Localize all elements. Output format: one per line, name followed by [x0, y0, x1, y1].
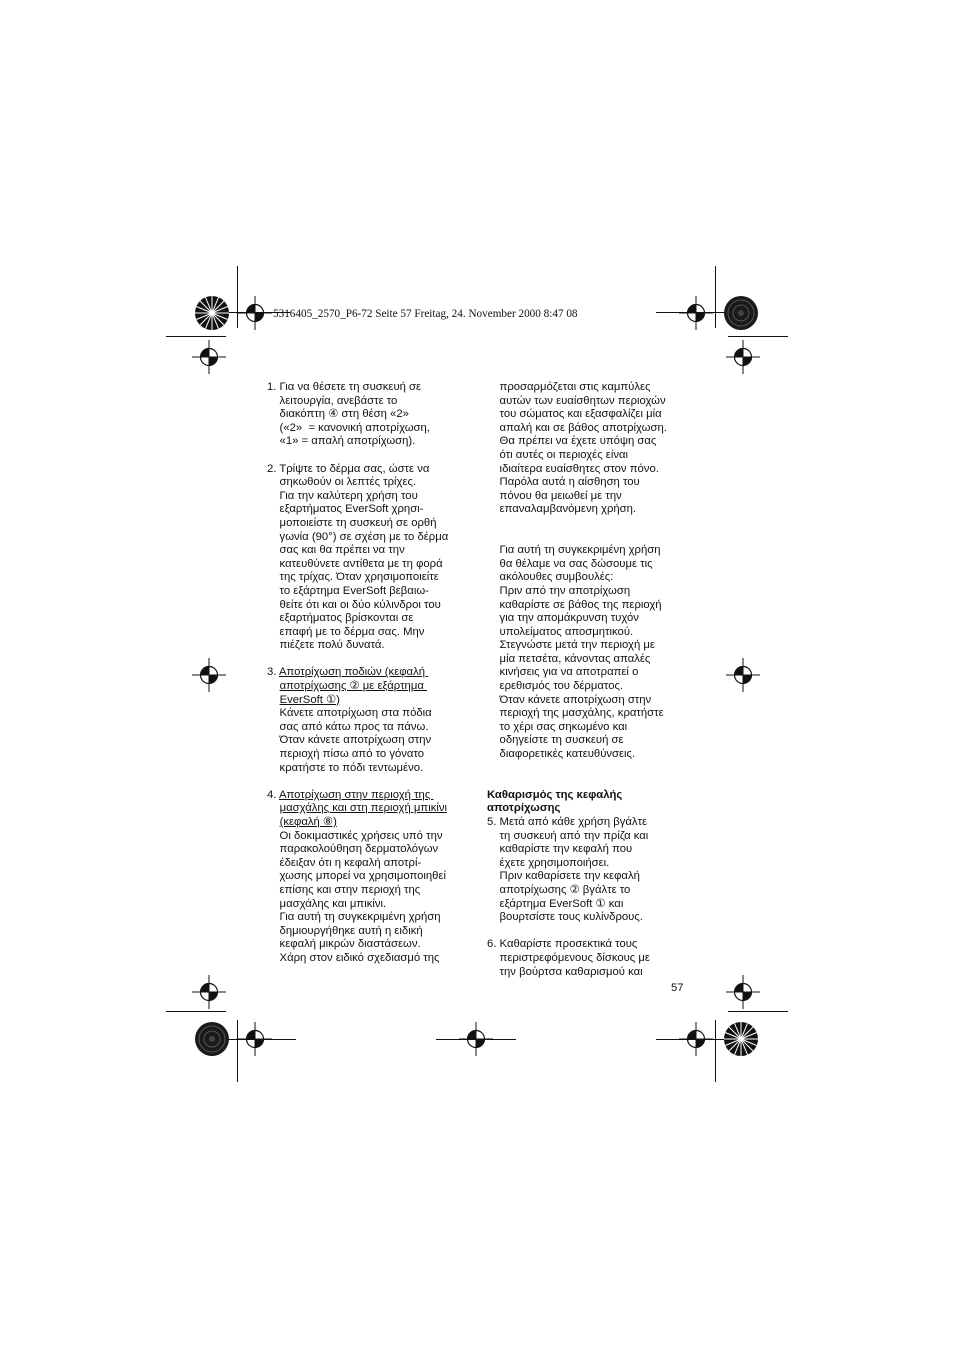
text-line: ιδιαίτερα ευαίσθητες στον πόνο. — [487, 462, 659, 475]
underlined-heading: Αποτρίχωση στην περιοχή της — [278, 788, 434, 801]
text-line: Στεγνώστε μετά την περιοχή με — [487, 639, 655, 652]
text-line: δημιουργήθηκε αυτή η ειδική — [267, 924, 423, 937]
text-line: το χέρι σας σηκωμένο και — [487, 720, 628, 733]
underlined-heading: EverSoft ①) — [279, 693, 340, 706]
text-line: Παρόλα αυτά η αίσθηση του — [487, 476, 640, 489]
underlined-heading: μασχάλης και στη περιοχή μπικίνι — [279, 802, 448, 815]
text-line: έδειξαν ότι η κεφαλή αποτρί- — [267, 856, 422, 869]
blank-line — [267, 449, 477, 463]
text-line: 2. Τρίψτε το δέρμα σας, ώστε να — [267, 462, 430, 475]
text-line: εξαρτήματος βρίσκονται σε — [267, 612, 414, 625]
text-line: κινήσεις για να αποτραπεί ο — [487, 666, 639, 679]
text-line: κεφαλή μικρών διαστάσεων. — [267, 938, 421, 951]
text-line: τη συσκευή από την πρίζα και — [487, 829, 649, 842]
text-line: περιστρεφόμενους δίσκους με — [487, 951, 650, 964]
underlined-line — [267, 694, 477, 708]
blank-line — [267, 775, 477, 789]
text-line: Κάνετε αποτρίχωση στα πόδια — [267, 707, 432, 720]
text-line: κρατήστε το πόδι τεντωμένο. — [267, 761, 424, 774]
underlined-line — [267, 680, 477, 694]
text-line: μασχάλης και μπικίνι. — [267, 897, 387, 910]
underlined-line — [267, 816, 477, 830]
text-line: Για την καλύτερη χρήση του — [267, 489, 418, 502]
line-prefix: 4. — [267, 788, 279, 801]
text-line: Θα πρέπει να έχετε υπόψη σας — [487, 435, 657, 448]
underlined-heading: (κεφαλή ⑧) — [279, 816, 337, 828]
text-line: πόνου θα μειωθεί με την — [487, 489, 622, 502]
text-line: κατευθύνετε αντίθετα με τη φορά — [267, 557, 443, 570]
text-line: απαλή και σε βάθος αποτρίχωση. — [487, 421, 667, 434]
section-heading: αποτρίχωσης — [487, 802, 561, 815]
text-line: έχετε χρησιμοποιήσει. — [487, 856, 610, 869]
text-line: αποτρίχωσης ② βγάλτε το — [487, 883, 631, 896]
underlined-heading: αποτρίχωσης ② με εξάρτημα — [279, 680, 427, 693]
text-line: της τρίχας. Όταν χρησιμοποιείτε — [267, 571, 439, 584]
underlined-line — [267, 789, 477, 803]
line-prefix: 3. — [267, 666, 279, 679]
text-line: αυτών των ευαίσθητων περιοχών — [487, 394, 666, 407]
text-line: λειτουργία, ανεβάστε το — [267, 394, 398, 407]
text-line: σας και θα πρέπει να την — [267, 544, 405, 557]
blank-line — [487, 775, 697, 789]
text-line: εξαρτήματος EverSoft χρησι- — [267, 503, 424, 516]
text-line: Πριν από την αποτρίχωση — [487, 584, 631, 597]
text-line: ερεθισμός του δέρματος. — [487, 680, 624, 693]
text-line: επίσης και στην περιοχή της — [267, 883, 421, 896]
text-line: θείτε ότι και οι δύο κύλινδροι του — [267, 598, 441, 611]
text-line: Οι δοκιμαστικές χρήσεις υπό την — [267, 829, 443, 842]
text-line: προσαρμόζεται στις καμπύλες — [487, 381, 651, 393]
underlined-line — [267, 802, 477, 816]
left-column — [267, 381, 477, 966]
text-line: ότι αυτές οι περιοχές είναι — [487, 448, 629, 461]
text-line: περιοχή πίσω από το γόνατο — [267, 748, 425, 761]
text-line: Όταν κάνετε αποτρίχωση στην — [487, 693, 652, 706]
text-line: Όταν κάνετε αποτρίχωση στην — [267, 734, 432, 747]
text-line: καθαρίστε σε βάθος της περιοχή — [487, 598, 662, 611]
text-line: επαφή με το δέρμα σας. Μην — [267, 625, 425, 638]
text-line: γωνία (90°) σε σχέση με το δέρμα — [267, 530, 449, 543]
text-line: μία πετσέτα, κάνοντας απαλές — [487, 652, 651, 665]
text-line: Πριν καθαρίσετε την κεφαλή — [487, 870, 640, 883]
text-line: οδηγείστε τη συσκευή σε — [487, 734, 624, 747]
text-line: χωσης μπορεί να χρησιμοποιηθεί — [267, 870, 446, 883]
text-line: 1. Για να θέσετε τη συσκευή σε — [267, 381, 422, 393]
line-prefix — [267, 680, 280, 692]
text-line: Για αυτή τη συγκεκριμένη χρήση — [267, 911, 441, 924]
text-line: Χάρη στον ειδικό σχεδιασμό της — [267, 951, 440, 964]
text-line: («2» = κανονική αποτρίχωση, — [267, 421, 430, 434]
text-line: καθαρίστε την κεφαλή που — [487, 843, 633, 856]
blank-line — [487, 517, 697, 531]
text-line: βουρτσίστε τους κυλίνδρους. — [487, 911, 643, 924]
text-line: περιοχή της μασχάλης, κρατήστε — [487, 707, 664, 720]
section-heading: Καθαρισμός της κεφαλής — [487, 788, 623, 801]
text-line: επαναλαμβανόμενη χρήση. — [487, 503, 637, 516]
text-line: την βούρτσα καθαρισμού και — [487, 965, 643, 978]
text-line: διακόπτη ④ στη θέση «2» — [267, 408, 409, 421]
blank-line — [487, 925, 697, 939]
right-column — [487, 381, 697, 979]
text-line: 5. Μετά από κάθε χρήση βγάλτε — [487, 816, 648, 828]
blank-line — [267, 653, 477, 667]
text-line: υπολείματος αποσμητικού. — [487, 625, 634, 638]
text-line: ακόλουθες συμβουλές: — [487, 571, 614, 584]
text-line: πιέζετε πολύ δυνατά. — [267, 639, 385, 652]
blank-line — [487, 762, 697, 776]
text-line: διαφορετικές κατευθύνσεις. — [487, 748, 636, 761]
text-line: «1» = απαλή αποτρίχωση). — [267, 435, 416, 448]
text-line: 6. Καθαρίστε προσεκτικά τους — [487, 938, 638, 951]
print-header: 5316405_2570_P6-72 Seite 57 Freitag, 24. November 2000 8:47 08 — [273, 308, 578, 320]
underlined-heading: Αποτρίχωση ποδιών (κεφαλή — [278, 666, 429, 679]
line-prefix — [267, 694, 280, 706]
text-line: σας από κάτω προς τα πάνω. — [267, 720, 429, 733]
text-line: το εξάρτημα EverSoft βεβαιω- — [267, 584, 429, 597]
text-line: εξάρτημα EverSoft ① και — [487, 897, 624, 910]
page-number: 57 — [671, 982, 684, 994]
line-prefix — [267, 816, 280, 828]
blank-line — [487, 531, 697, 545]
line-prefix — [267, 802, 280, 814]
underlined-line — [267, 666, 477, 680]
text-line: θα θέλαμε να σας δώσουμε τις — [487, 557, 653, 570]
text-line: Για αυτή τη συγκεκριμένη χρήση — [487, 544, 661, 557]
text-line: για την απομάκρυνση τυχόν — [487, 612, 639, 625]
text-line: του σώματος και εξασφαλίζει μία — [487, 408, 662, 421]
text-line: παρακολούθηση δερματολόγων — [267, 843, 439, 856]
text-line: σηκωθούν οι λεπτές τρίχες. — [267, 476, 417, 489]
text-line: μοποιείστε τη συσκευή σε ορθή — [267, 516, 437, 529]
